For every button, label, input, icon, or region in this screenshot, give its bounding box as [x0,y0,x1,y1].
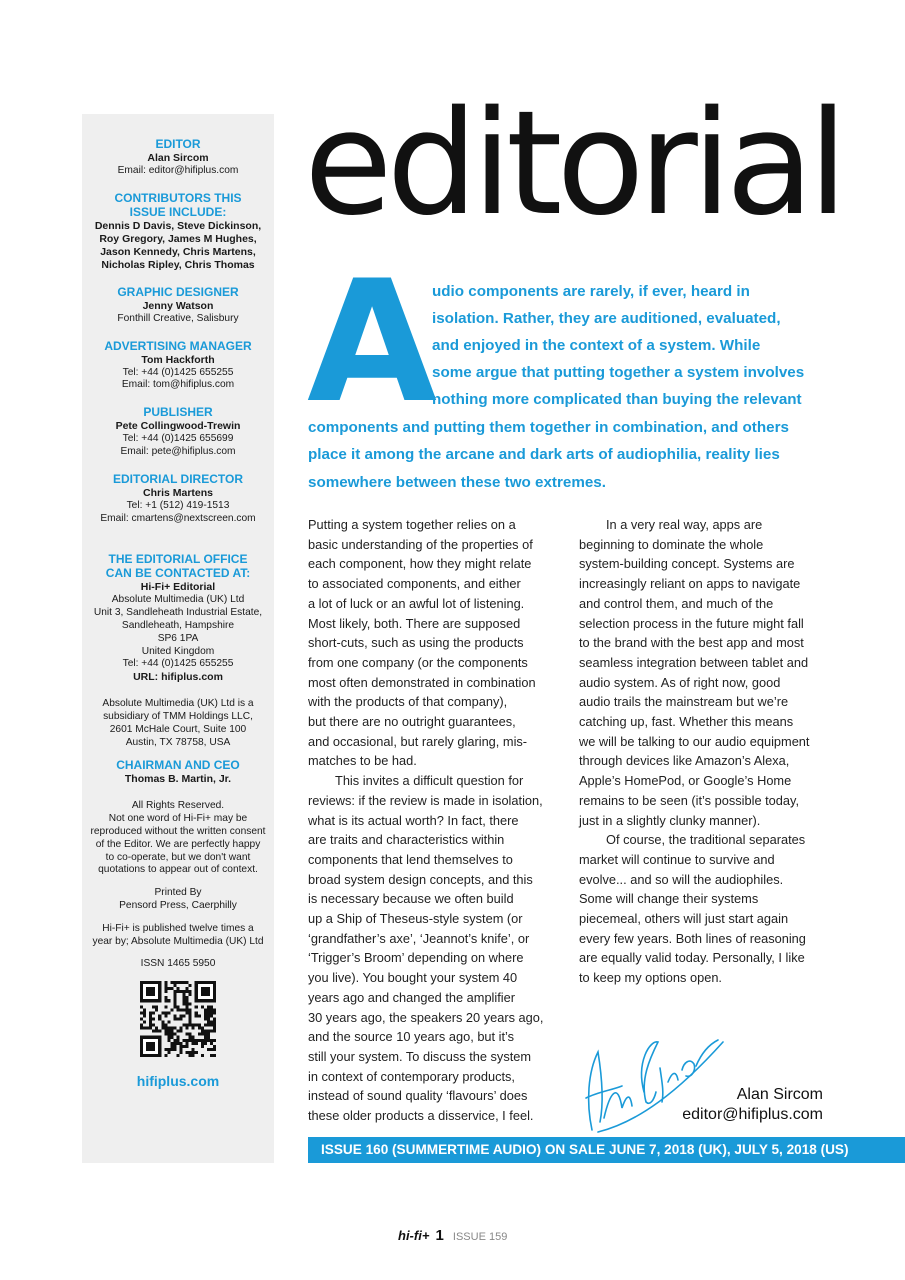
author-name: Alan Sircom [736,1086,823,1103]
address-line: Unit 3, Sandleheath Industrial Estate, [93,607,263,619]
body-line: audio trails the mainstream but we’re [579,694,789,710]
note-line: subsidiary of TMM Holdings LLC, [103,710,253,722]
intro-line: and enjoyed in the context of a system. While [432,337,761,354]
issn: ISSN 1465 5950 [140,958,216,970]
contributor-line: Roy Gregory, James M Hughes, [99,232,257,245]
author-email[interactable]: editor@hifiplus.com [682,1106,823,1123]
body-line: market will continue to survive and [579,851,775,867]
drop-cap: A [307,244,438,440]
address-line: Absolute Multimedia (UK) Ltd [111,594,245,606]
tel-line: Tel: +44 (0)1425 655255 [122,366,234,378]
body-line: to keep my options open. [579,970,722,986]
body-line: is necessary because we often build [308,891,514,907]
note-line: Not one word of Hi-Fi+ may be [108,813,248,825]
section-title: EDITOR [155,137,201,151]
body-column-right [579,515,827,988]
body-line: every few years. Both lines of reasoning [579,930,806,946]
graphic-designer-section [82,286,274,326]
body-line: catching up, fast. Whether this means [579,714,794,730]
note-line: Absolute Multimedia (UK) Ltd is a [102,698,254,710]
note-line: Pensord Press, Caerphilly [119,899,237,911]
section-title: EDITORIAL DIRECTOR [112,471,243,486]
issue-label: ISSUE 159 [452,1231,508,1243]
publisher-section [82,406,274,459]
note-line: year by; Absolute Multimedia (UK) Ltd [92,935,264,947]
section-title: GRAPHIC DESIGNER [117,284,239,299]
body-line: a lot of luck or an awful lot of listening. [308,595,525,611]
person-name: Thomas B. Martin, Jr. [124,773,232,786]
body-line: through devices like Amazon’s Alexa, [579,753,790,769]
page-title: editorial [304,79,843,247]
body-line: are traits and characteristics within [308,832,505,848]
body-line: broad system design concepts, and this [308,871,533,887]
note-line: to co-operate, but we don't want [105,851,251,863]
body-line: from one company (or the components [308,654,528,670]
note-line: Printed By [154,887,202,899]
intro-line: some argue that putting together a system involves [432,364,805,381]
website-link[interactable]: hifiplus.com [136,1073,220,1090]
body-line: Putting a system together relies on a [308,517,516,532]
body-line: increasingly reliant on apps to navigate [579,576,801,592]
section-title: THE EDITORIAL OFFICE [108,552,248,567]
section-title: PUBLISHER [143,405,213,420]
page-footer [398,1227,507,1244]
body-line: just in a slightly clunky manner). [579,812,761,828]
body-line: are equally valid today. Personally, I like [579,950,805,966]
email-line: Email: tom@hifiplus.com [121,379,235,391]
intro-line: place it among the arcane and dark arts of audiophilia, reality lies [308,446,780,463]
rights-note [82,800,274,877]
body-line: beginning to dominate the whole [579,536,764,552]
email-line: Email: editor@hifiplus.com [117,165,239,176]
company-line: Fonthill Creative, Salisbury [117,312,239,324]
body-line: but there are no outright guarantees, [308,714,516,730]
editorial-director-section [82,473,274,526]
body-line: in context of contemporary products, [308,1068,515,1084]
note-line: Austin, TX 78758, USA [125,736,231,748]
intro-line: somewhere between these two extremes. [308,474,606,491]
body-line: Most likely, both. There are supposed [308,615,521,631]
chairman-section [82,759,274,786]
email-line: Email: pete@hifiplus.com [120,445,236,457]
page-number: 1 [435,1227,444,1244]
magazine-logo: hi-fi+ [398,1228,430,1243]
body-line: ‘Trigger’s Broom’ depending on where [308,950,524,966]
section-title: ADVERTISING MANAGER [104,338,252,353]
body-line: these older products a disservice, I feel. [308,1108,534,1124]
tel-line: Tel: +1 (512) 419-1513 [126,499,230,511]
published-note [82,923,274,949]
contributors-section [82,192,274,272]
body-line: and occasional, but rarely glaring, mis- [308,733,528,749]
body-line: remains to be seen (it’s possible today, [579,792,800,808]
masthead-sidebar [82,114,274,1163]
office-name: Hi-Fi+ Editorial [140,581,216,594]
body-column-left [308,515,556,1126]
body-line: and control them, and much of the [579,595,774,611]
body-line: 30 years ago, the speakers 20 years ago, [308,1009,544,1025]
body-line: most often demonstrated in combination [308,674,536,690]
office-url: URL: hifiplus.com [133,671,223,684]
person-name: Jenny Watson [142,299,214,312]
body-line: selection process in the future might fall [579,615,804,631]
body-line: Some will change their systems [579,891,759,907]
body-line: piecemeal, others will just start again [579,911,789,927]
contributor-line: Nicholas Ripley, Chris Thomas [101,258,255,271]
section-title: CAN BE CONTACTED AT: [105,566,251,581]
editor-section [82,138,274,178]
address-line: SP6 1PA [157,632,199,644]
body-line: evolve... and so will the audiophiles. [579,871,784,887]
body-line: with the products of that company), [308,694,508,710]
intro-line: isolation. Rather, they are auditioned, evaluated, [432,310,781,327]
person-name: Tom Hackforth [141,353,215,366]
subsidiary-note [82,698,274,749]
person-name: Chris Martens [142,486,214,499]
tel-line: Tel: +44 (0)1425 655699 [122,433,234,445]
section-title: ISSUE INCLUDE: [129,204,227,219]
body-line: matches to be had. [308,753,417,769]
body-line: components that lend themselves to [308,851,513,867]
intro-line: components and putting them together in combination, and others [308,419,789,436]
body-line: what is its actual worth? In fact, there [308,812,519,828]
body-line: This invites a difficult question for [335,773,524,789]
section-title: CONTRIBUTORS THIS [114,190,242,205]
person-name: Pete Collingwood-Trewin [115,420,241,433]
body-line: still your system. To discuss the system [308,1048,532,1064]
body-line: Of course, the traditional separates [606,832,806,848]
body-line: short-cuts, such as using the products [308,635,524,651]
note-line: All Rights Reserved. [131,800,225,812]
office-section [82,553,274,684]
body-line: up a Ship of Theseus-style system (or [308,911,523,927]
body-line: In a very real way, apps are [606,517,763,532]
body-line: each component, how they might relate [308,556,532,572]
contributor-line: Dennis D Davis, Steve Dickinson, [94,219,262,232]
body-line: basic understanding of the properties of [308,536,533,552]
body-line: to the brand with the best app and most [579,635,804,651]
contributor-line: Jason Kennedy, Chris Martens, [100,245,256,258]
body-line: instead of sound quality ‘flavours’ does [308,1088,528,1104]
body-line: reviews: if the review is made in isolation, [308,792,543,808]
body-line: and the source 10 years ago, but it’s [308,1029,515,1045]
body-line: you live). You bought your system 40 [308,970,518,986]
qr-code-icon[interactable] [140,981,216,1057]
note-line: of the Editor. We are perfectly happy [95,838,261,850]
body-line: audio system. As of right now, good [579,674,781,690]
note-line: Hi-Fi+ is published twelve times a [102,922,254,934]
note-line: 2601 McHale Court, Suite 100 [109,723,247,735]
body-line: to associated components, and either [308,576,521,592]
body-line: system-building concept. Systems are [579,556,795,572]
printed-note [82,887,274,913]
intro-line: nothing more complicated than buying the relevant [432,391,802,408]
body-line: years ago and changed the amplifier [308,989,516,1005]
tel-line: Tel: +44 (0)1425 655255 [122,658,234,670]
body-line: Apple’s HomePod, or Google’s Home [579,773,792,789]
email-line: Email: cmartens@nextscreen.com [100,512,256,524]
body-line: ‘grandfather’s axe’, ‘Jeannot’s knife’, or [308,930,530,946]
advertising-section [82,340,274,393]
note-line: reproduced without the written consent [90,825,266,837]
intro-line: udio components are rarely, if ever, heard in [432,283,750,300]
section-title: CHAIRMAN AND CEO [116,758,240,773]
person-name: Alan Sircom [147,152,209,164]
note-line: quotations to appear out of context. [98,864,258,876]
body-line: seamless integration between tablet and [579,654,809,670]
next-issue-banner: ISSUE 160 (SUMMERTIME AUDIO) ON SALE JUNE 7, 2018 (UK), JULY 5, 2018 (US) [308,1137,905,1163]
address-line: Sandleheath, Hampshire [121,619,235,631]
address-line: United Kingdom [141,645,215,657]
body-line: we will be talking to our audio equipment [579,733,810,749]
